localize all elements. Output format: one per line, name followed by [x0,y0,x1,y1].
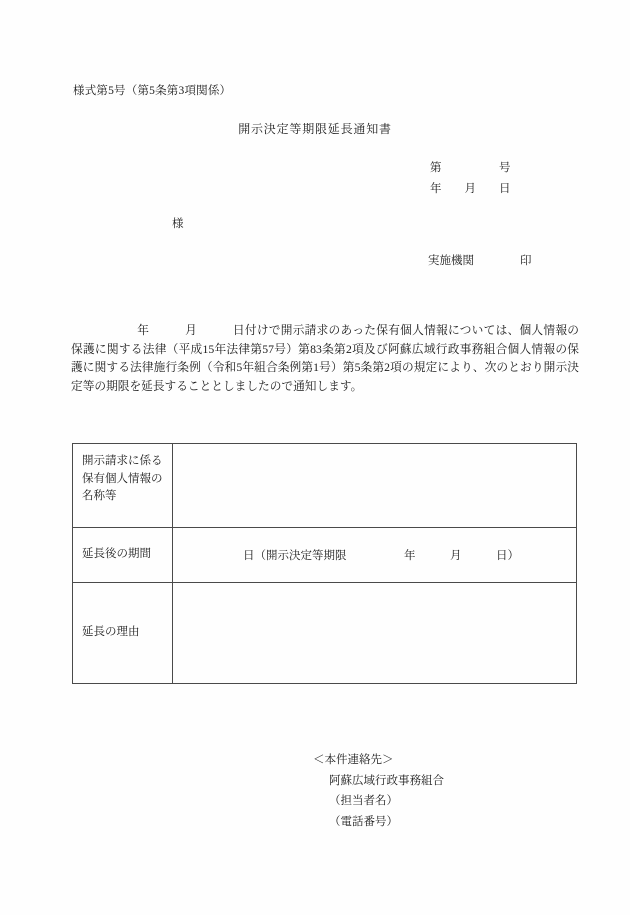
row-value-extended-period[interactable] [173,528,577,583]
row-value-extension-reason[interactable] [173,583,577,684]
extension-details-table [72,443,577,684]
contact-organization: 阿蘇広域行政事務組合 [329,774,444,787]
document-date-line: 年 月 日 [430,183,511,195]
issuing-agency-line: 実施機関 印 [428,255,532,267]
document-meta-block [430,158,511,200]
body-main-text: 開示請求のあった保有個人情報については、個人情報の保護に関する法律（平成15年法律第57号）第83条第2項及び阿蘇広域行政事務組合個人情報の保護に関する法律施行条例（令和5年組合条例第1号）第5条第2項の規定により、次のとおり開示決定等の期限を延長することとしましたので通知します。 [71,324,579,393]
contact-person: （担当者名） [329,795,398,807]
table-row-extended-period [73,528,577,583]
label-line-2: 保有個人情報の [82,472,163,485]
contact-block [313,750,444,832]
row-label-extension-reason: 延長の理由 [73,583,173,684]
document-title: 開示決定等期限延長通知書 [238,122,392,136]
row-value-information-name[interactable] [173,444,577,528]
row-label-extended-period: 延長後の期間 [73,528,173,583]
label-line-1: 開示請求に係る [82,455,163,467]
table-row-extension-reason [73,583,577,684]
label-line-3: 名称等 [82,490,117,502]
document-number-line: 第 号 [430,162,511,174]
contact-heading: ＜本件連絡先＞ [313,754,394,766]
addressee-honorific: 様 [172,218,184,230]
extended-period-text: 日（開示決定等期限 年 月 日） [243,550,519,562]
form-number-label: 様式第5号（第5条第3項関係） [73,85,232,97]
body-date-blank: 年 月 日付けで [137,324,281,337]
body-paragraph [71,322,579,396]
row-label-information-name [73,444,173,528]
table-row-information-name [73,444,577,528]
contact-phone: （電話番号） [329,815,398,828]
